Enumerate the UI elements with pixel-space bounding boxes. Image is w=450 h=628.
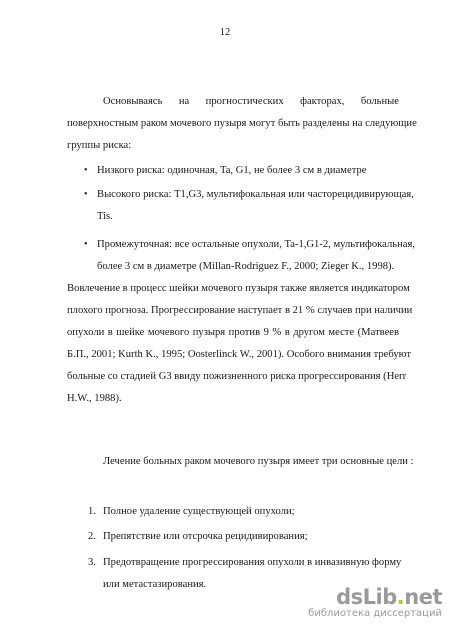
goal-item-3-cont: или метастазирования. <box>103 579 207 590</box>
paragraph-1-line: группы риска: <box>67 140 132 151</box>
page-number: 12 <box>219 27 231 38</box>
dslib-watermark <box>297 586 442 620</box>
paragraph-1-line: поверхностным раком мочевого пузыря могут быть разделены на следующие <box>67 118 417 129</box>
goal-item-2: Препятствие или отсрочка рецидивирования; <box>103 531 308 542</box>
bullet-item-intermediate-cont: более 3 см в диаметре (Millan-Rodriguez F., 2000; Zieger K., 1998). <box>97 261 395 272</box>
bullet-item-intermediate: Промежуточная: все остальные опухоли, Ta-1,G1-2, мультифокальная, <box>97 239 415 250</box>
paragraph-1-line: Основываясь на прогностических факторах, больные <box>103 96 399 107</box>
goal-item-3: Предотвращение прогрессирования опухоли в инвазивную форму <box>103 557 402 568</box>
bullet-item-low-risk: Низкого риска: одиночная, Ta, G1, не более 3 см в диаметре <box>97 165 367 176</box>
goal-number: 1. <box>88 506 96 517</box>
paragraph-2-line: Вовлечение в процесс шейки мочевого пузыря также является индикатором <box>67 283 410 294</box>
goal-number: 3. <box>88 557 96 568</box>
dslib-logo: dsLib.net <box>336 585 442 609</box>
paragraph-2-line: плохого прогноза. Прогрессирование наступает в 21 % случаев при наличии <box>67 305 413 316</box>
goal-number: 2. <box>88 531 96 542</box>
paragraph-2-line: H.W., 1988). <box>67 393 122 404</box>
goal-item-1: Полное удаление существующей опухоли; <box>103 506 295 517</box>
paragraph-2-line: больные со стадией G3 ввиду пожизненного риска прогрессирования (Herr <box>67 371 407 382</box>
bullet-item-high-risk: Высокого риска: T1,G3, мультифокальная или часторецидивирующая, <box>97 189 414 200</box>
dslib-subtitle: библиотека диссертаций <box>308 608 442 619</box>
paragraph-3: Лечение больных раком мочевого пузыря имеет три основные цели : <box>103 456 414 467</box>
bullet-item-high-risk-cont: Tis. <box>97 211 113 222</box>
bullet-marker: • <box>84 239 88 250</box>
paragraph-2-line: Б.П., 2001; Kurth K., 1995; Oosterlinck W., 2001). Особого внимания требуют <box>67 349 412 360</box>
bullet-marker: • <box>84 189 88 200</box>
paragraph-2-line: опухоли в шейке мочевого пузыря против 9 % в другом месте (Матвеев <box>67 327 399 338</box>
bullet-marker: • <box>84 165 88 176</box>
